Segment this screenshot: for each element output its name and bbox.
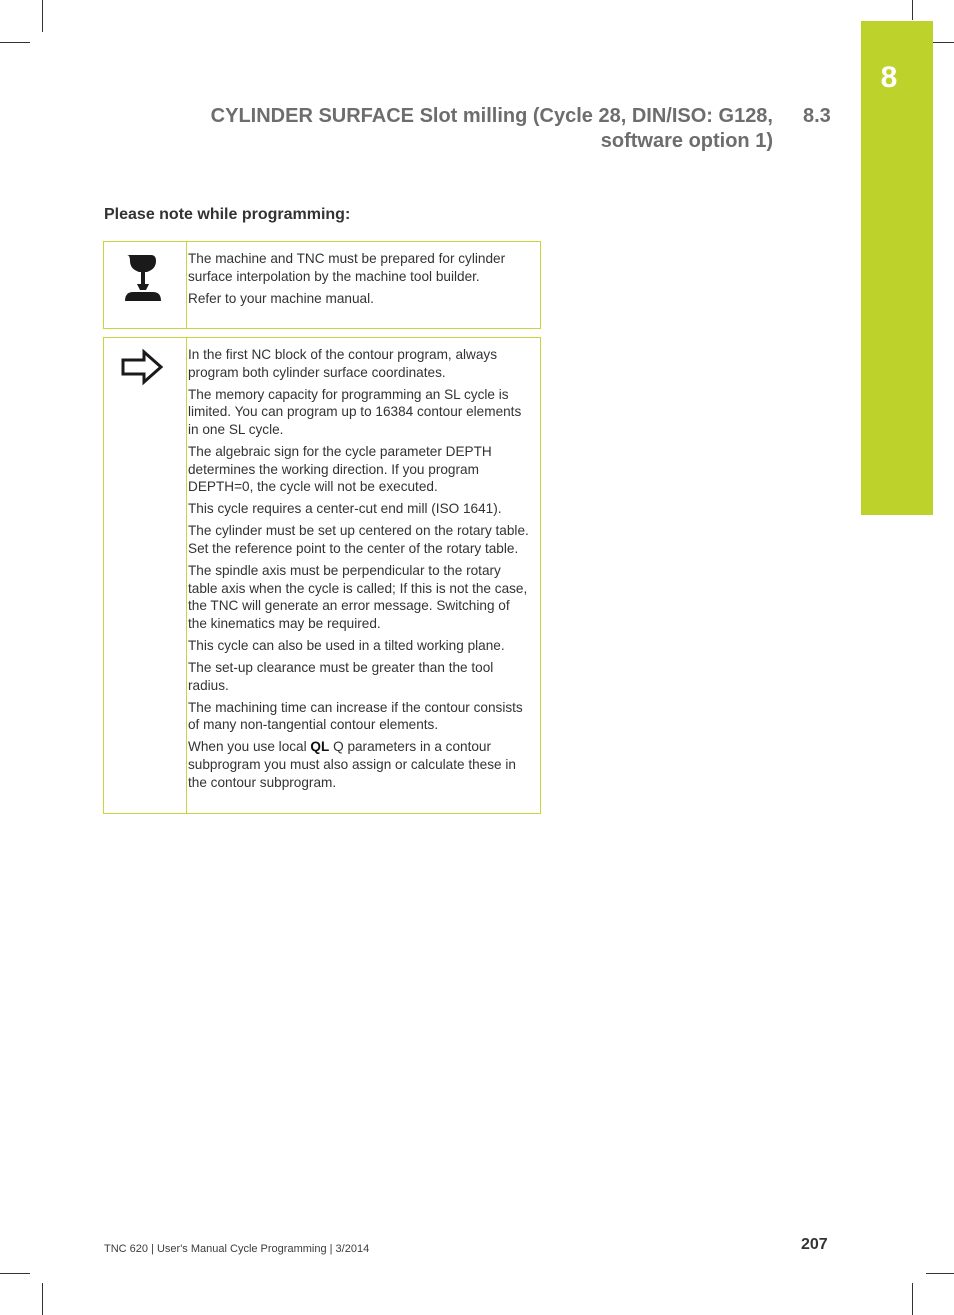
section-heading: Please note while programming: — [104, 206, 351, 223]
page-title-line2: software option 1) — [600, 130, 773, 152]
ql-keyword: QL — [310, 739, 330, 755]
chapter-number: 8 — [880, 61, 898, 94]
page-title — [211, 104, 773, 154]
crop-mark — [42, 1283, 43, 1315]
ql-text-after: Q parameters in a contour subprogram you must also assign or calculate these in the contour subprogram. — [188, 739, 516, 790]
note-paragraph-ql — [188, 738, 532, 791]
note-paragraph: The machining time can increase if the contour consists of many non-tangential contour elements. — [188, 699, 523, 733]
crop-mark — [0, 1273, 30, 1274]
page-number: 207 — [801, 1236, 828, 1253]
crop-mark — [0, 42, 30, 43]
crop-mark — [926, 1273, 954, 1274]
note-paragraph: In the first NC block of the contour program, always program both cylinder surface coordinates. — [188, 347, 498, 380]
footer-text: TNC 620 | User's Manual Cycle Programming | 3/2014 — [104, 1243, 370, 1255]
crop-mark — [42, 0, 43, 32]
note-paragraph: This cycle requires a center-cut end mill (ISO 1641). — [188, 501, 502, 517]
note-paragraph: The spindle axis must be perpendicular to the rotary table axis when the cycle is called; If this is not the case, the TNC will generate an error message. Switching of the kinematics may be required. — [188, 563, 528, 631]
hints-note-text — [186, 338, 540, 813]
note-paragraph: The cylinder must be set up centered on the rotary table. Set the reference point to the center of the rotary table. — [188, 523, 529, 556]
crop-mark — [912, 0, 913, 20]
chapter-tab — [861, 21, 933, 515]
page-title-line1: CYLINDER SURFACE Slot milling (Cycle 28, DIN/ISO: G128, — [210, 105, 773, 127]
note-paragraph: Refer to your machine manual. — [188, 290, 374, 306]
note-paragraph: The algebraic sign for the cycle parameter DEPTH determines the working direction. If you program DEPTH=0, the cycle will not be executed. — [188, 443, 492, 495]
ql-text-before: When you use local — [188, 739, 311, 755]
note-paragraph: The memory capacity for programming an SL cycle is limited. You can program up to 16384 contour elements in one SL cycle. — [188, 386, 522, 437]
note-paragraph: This cycle can also be used in a tilted working plane. — [188, 637, 505, 653]
note-paragraph: The set-up clearance must be greater than the tool radius. — [188, 660, 494, 693]
section-number: 8.3 — [803, 105, 831, 127]
arrow-right-icon — [118, 347, 168, 392]
machine-note-box — [103, 241, 541, 329]
crop-mark — [912, 1283, 913, 1315]
machine-note-text — [186, 242, 540, 328]
machine-tool-icon — [118, 253, 168, 310]
note-paragraph: The machine and TNC must be prepared for cylinder surface interpolation by the machine tool builder. — [188, 251, 506, 284]
hints-note-box — [103, 337, 541, 814]
